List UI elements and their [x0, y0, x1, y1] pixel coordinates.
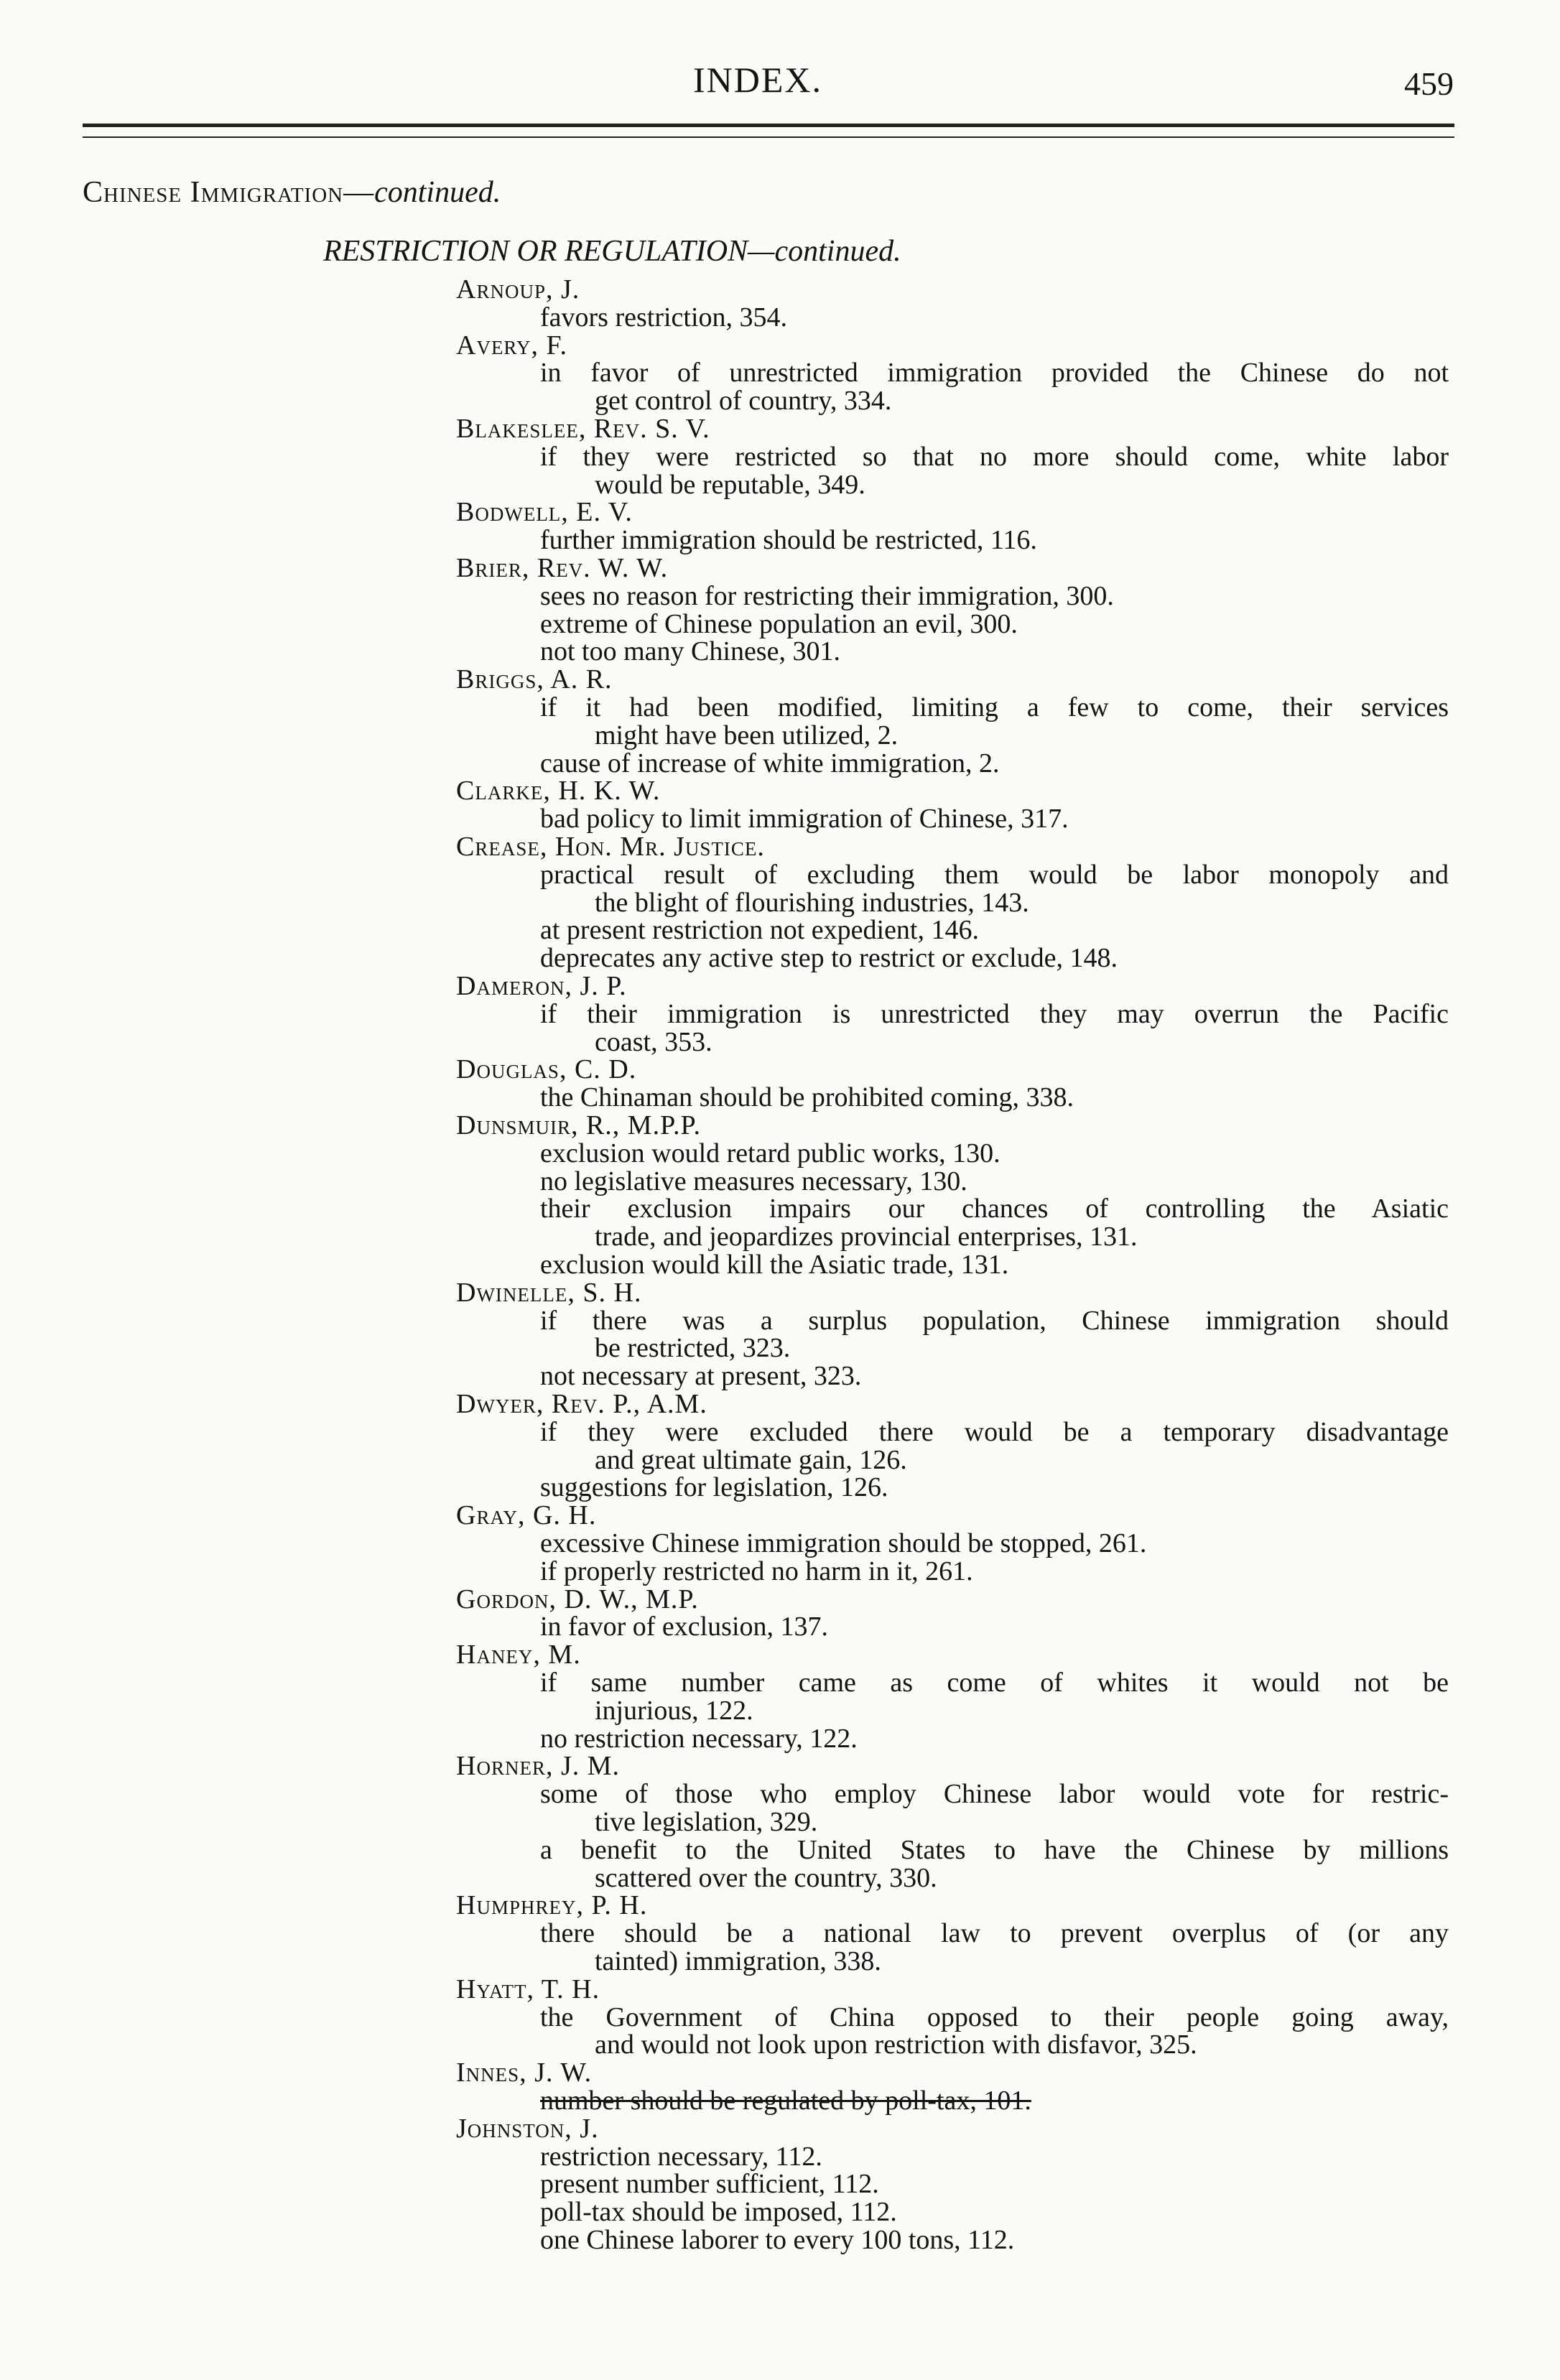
index-entry-item: if properly restricted no harm in it, 261.	[540, 1556, 973, 1586]
index-entry-item: deprecates any active step to restrict or exclude, 148.	[540, 943, 1118, 974]
running-header-title: INDEX.	[693, 60, 823, 100]
index-entry-item: suggestions for legislation, 126.	[540, 1472, 888, 1503]
index-entry-item: at present restriction not expedient, 146.	[540, 915, 979, 946]
page-number: 459	[1404, 65, 1454, 102]
index-entry-item: bad policy to limit immigration of Chinese, 317.	[540, 804, 1069, 835]
index-entry-name: Crease, Hon. Mr. Justice.	[456, 832, 765, 862]
index-entry-item: the Chinaman should be prohibited coming, 338.	[540, 1082, 1074, 1113]
index-entry-item: number should be regulated by poll-tax, 101.	[540, 2086, 1031, 2116]
index-entry-item: in favor of exclusion, 137.	[540, 1612, 829, 1642]
index-entry-item: further immigration should be restricted, 116.	[540, 525, 1037, 556]
index-entry-item: no restriction necessary, 122.	[540, 1723, 858, 1754]
index-subheading: RESTRICTION OR REGULATION—continued.	[323, 235, 901, 268]
index-entry-item: extreme of Chinese population an evil, 300.	[540, 608, 1018, 639]
index-entry-item: excessive Chinese immigration should be stopped, 261.	[540, 1528, 1147, 1558]
index-entry-name: Gray, G. H.	[456, 1500, 597, 1531]
index-entry-name: Avery, F.	[456, 330, 568, 361]
index-entry-name: Blakeslee, Rev. S. V.	[456, 414, 710, 444]
index-entry-item: some of those who employ Chinese labor would vote for restric-	[540, 1779, 1449, 1810]
index-entry-name: Dwyer, Rev. P., A.M.	[456, 1389, 707, 1419]
index-entry-item: exclusion would kill the Asiatic trade, 131.	[540, 1250, 1009, 1280]
index-entry-item: there should be a national law to prevent overplus of (or any	[540, 1918, 1449, 1949]
index-entry-item: cause of increase of white immigration, 2.	[540, 748, 1000, 778]
index-entry-item: their exclusion impairs our chances of controlling the Asiatic	[540, 1194, 1449, 1224]
index-entry-item: favors restriction, 354.	[540, 302, 788, 333]
index-entry-item: if same number came as come of whites it would not be	[540, 1668, 1449, 1698]
index-entry-item: no legislative measures necessary, 130.	[540, 1166, 967, 1196]
index-heading: Chinese Immigration—continued.	[83, 176, 501, 209]
index-entry-item: if there was a surplus population, Chinese immigration should	[540, 1305, 1449, 1336]
index-entry-item: restriction necessary, 112.	[540, 2141, 822, 2172]
index-entry-name: Dwinelle, S. H.	[456, 1277, 642, 1308]
index-entry-continuation: tainted) immigration, 338.	[595, 1946, 881, 1976]
index-entry-continuation: injurious, 122.	[595, 1695, 753, 1726]
index-entry-name: Brier, Rev. W. W.	[456, 553, 669, 583]
index-entry-item: if their immigration is unrestricted they may overrun the Pacific	[540, 998, 1449, 1029]
index-entry-name: Clarke, H. K. W.	[456, 776, 661, 806]
index-entry-name: Briggs, A. R.	[456, 664, 613, 695]
index-entry-continuation: coast, 353.	[595, 1026, 712, 1057]
index-entry-item: sees no reason for restricting their immigration, 300.	[540, 580, 1114, 611]
index-entry-continuation: the blight of flourishing industries, 143.	[595, 887, 1029, 918]
index-entry-name: Humphrey, P. H.	[456, 1890, 648, 1921]
index-entry-continuation: scattered over the country, 330.	[595, 1862, 937, 1893]
index-entry-item: if they were excluded there would be a temporary disadvantage	[540, 1416, 1449, 1447]
index-entry-continuation: be restricted, 323.	[595, 1333, 791, 1364]
index-entry-item: poll-tax should be imposed, 112.	[540, 2197, 897, 2228]
index-entry-name: Arnoup, J.	[456, 274, 580, 305]
index-entry-continuation: and great ultimate gain, 126.	[595, 1444, 907, 1475]
index-entry-continuation: get control of country, 334.	[595, 386, 892, 417]
index-entry-name: Douglas, C. D.	[456, 1054, 637, 1085]
index-entry-continuation: trade, and jeopardizes provincial enterprises, 131.	[595, 1222, 1138, 1252]
index-entry-continuation: tive legislation, 329.	[595, 1807, 818, 1837]
index-entry-name: Dunsmuir, R., M.P.P.	[456, 1110, 701, 1140]
index-entry-item: exclusion would retard public works, 130.	[540, 1138, 1000, 1168]
index-entry-continuation: would be reputable, 349.	[595, 469, 865, 500]
index-entry-name: Bodwell, E. V.	[456, 497, 633, 528]
index-entry-continuation: might have been utilized, 2.	[595, 720, 899, 750]
index-entry-name: Johnston, J.	[456, 2113, 599, 2144]
index-entry-item: if they were restricted so that no more should come, white labor	[540, 441, 1449, 472]
index-entry-name: Haney, M.	[456, 1640, 581, 1670]
index-entry-item: practical result of excluding them would be labor monopoly and	[540, 859, 1449, 890]
index-entry-name: Dameron, J. P.	[456, 971, 627, 1001]
index-entry-name: Horner, J. M.	[456, 1751, 621, 1782]
index-entry-item: not necessary at present, 323.	[540, 1361, 862, 1392]
index-entry-item: present number sufficient, 112.	[540, 2169, 879, 2200]
index-entry-name: Innes, J. W.	[456, 2058, 593, 2088]
index-entry-item: in favor of unrestricted immigration provided the Chinese do not	[540, 358, 1449, 389]
index-entry-item: a benefit to the United States to have the Chinese by millions	[540, 1834, 1449, 1865]
index-entry-name: Hyatt, T. H.	[456, 1974, 600, 2004]
index-entry-name: Gordon, D. W., M.P.	[456, 1584, 699, 1614]
index-entry-continuation: and would not look upon restriction with disfavor, 325.	[595, 2030, 1197, 2060]
index-entry-item: one Chinese laborer to every 100 tons, 112.	[540, 2225, 1015, 2255]
index-entry-item: the Government of China opposed to their people going away,	[540, 2002, 1449, 2032]
index-entry-item: not too many Chinese, 301.	[540, 636, 840, 667]
index-entry-item: if it had been modified, limiting a few to come, their services	[540, 692, 1449, 722]
